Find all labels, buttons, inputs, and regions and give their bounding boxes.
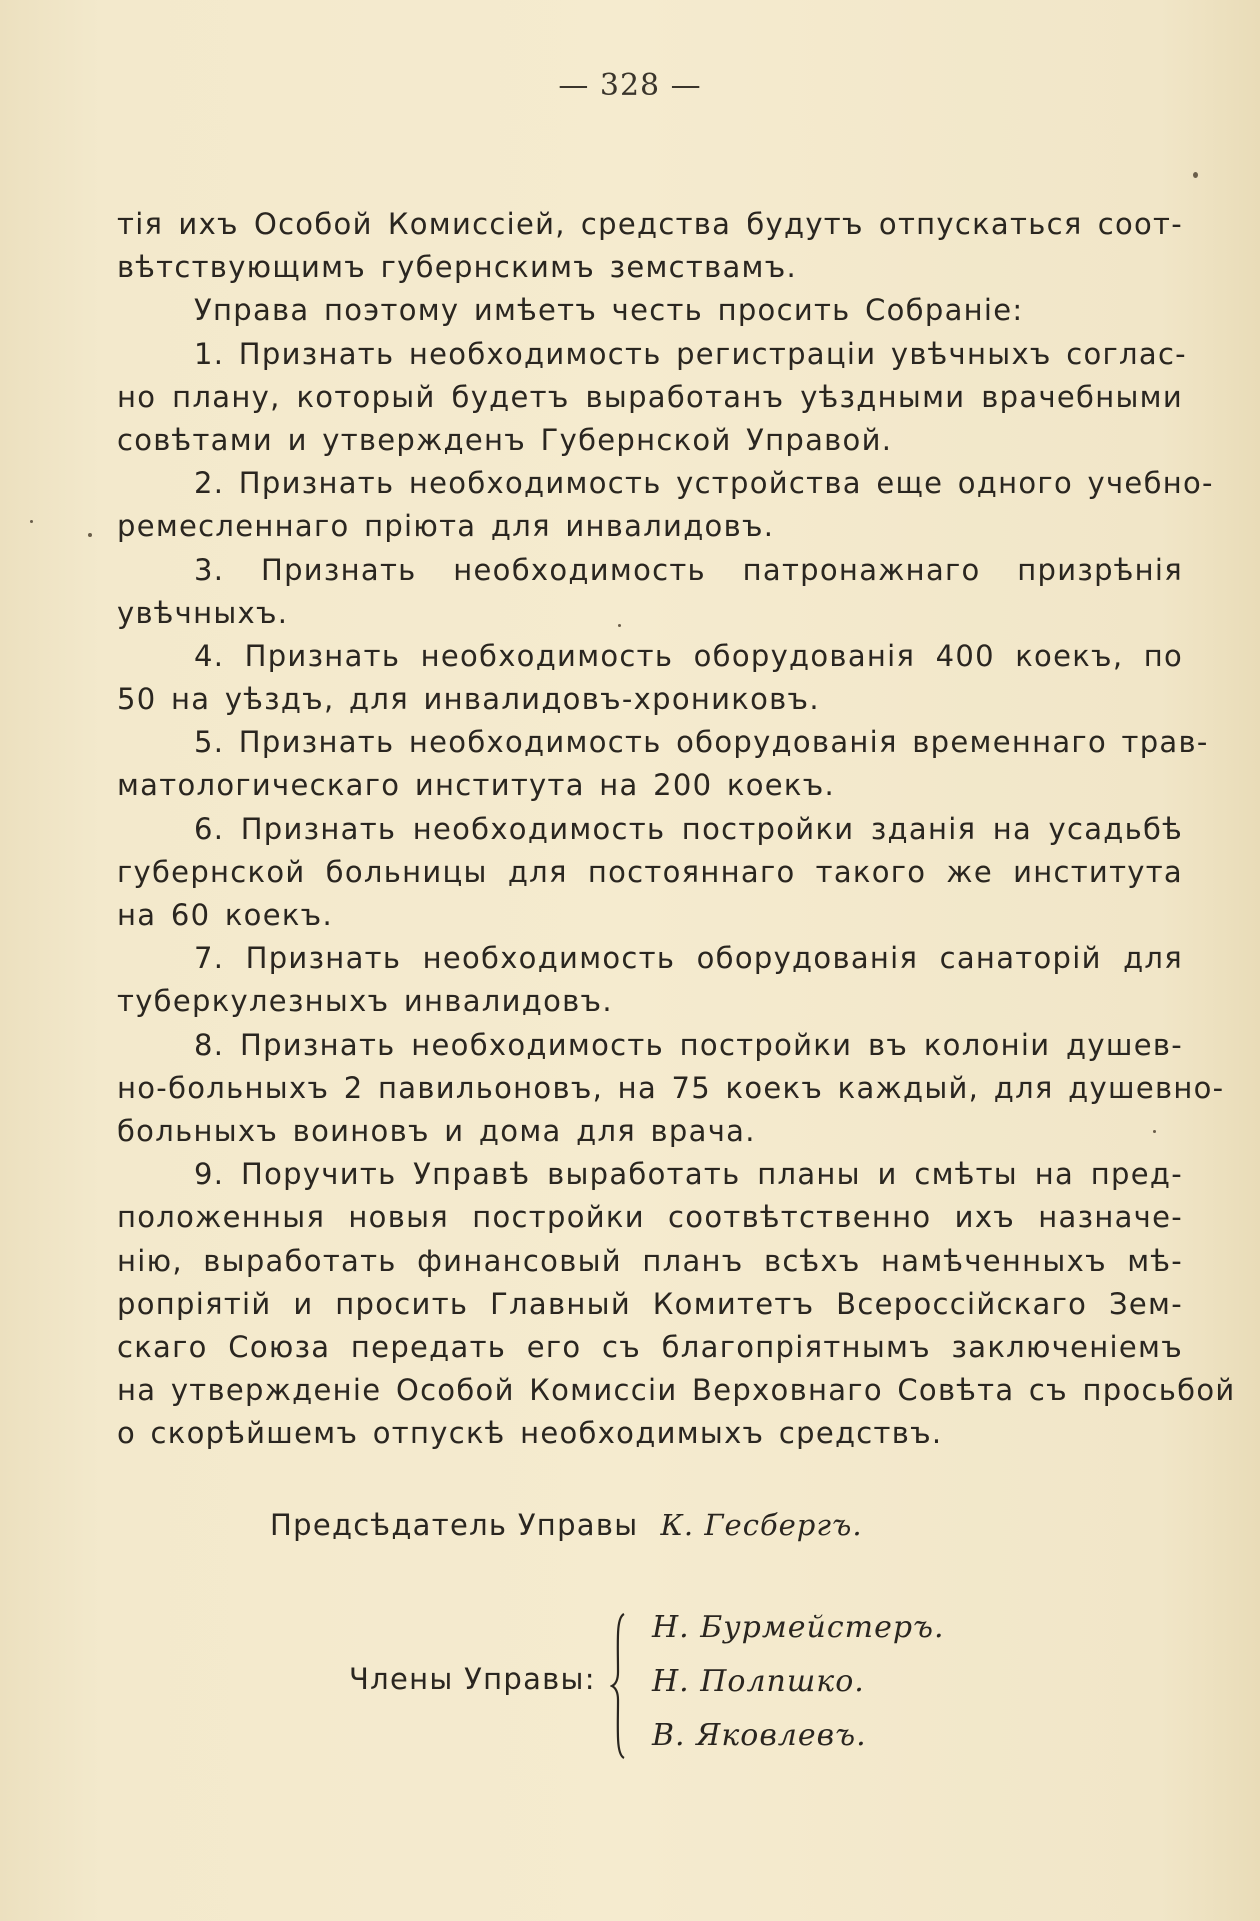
member-signature: Н. Бурмейстеръ. xyxy=(652,1610,945,1645)
text-line: совѣтами и утвержденъ Губернской Управой. xyxy=(117,422,893,457)
text-line: Управа поэтому имѣетъ честь просить Собраніе: xyxy=(194,293,1024,328)
paper-speck xyxy=(1193,172,1198,178)
members-label: Члены Управы: xyxy=(349,1662,596,1696)
text-line: 8. Признать необходимость постройки въ колоніи душев- xyxy=(194,1027,1183,1062)
text-line: 5. Признать необходимость оборудованія временнаго трав- xyxy=(194,725,1209,760)
page-number: — 328 — xyxy=(558,68,702,103)
text-line: о скорѣйшемъ отпускѣ необходимыхъ средствъ. xyxy=(117,1416,943,1451)
text-line: вѣтствующимъ губернскимъ земствамъ. xyxy=(117,250,798,285)
text-line: на 60 коекъ. xyxy=(117,898,333,932)
paper-speck xyxy=(30,520,33,523)
paper-speck xyxy=(618,624,621,627)
text-line: туберкулезныхъ инвалидовъ. xyxy=(117,984,613,1019)
text-line: 9. Поручить Управѣ выработать планы и смѣты на пред- xyxy=(194,1157,1183,1192)
text-line: 4. Признать необходимость оборудованія 400 коекъ, по xyxy=(194,638,1183,673)
members-signatures xyxy=(652,1610,945,1772)
text-line: нію, выработать финансовый планъ всѣхъ намѣченныхъ мѣ- xyxy=(117,1243,1183,1278)
text-line: скаго Союза передать его съ благопріятнымъ заключеніемъ xyxy=(117,1329,1183,1364)
text-line: но-больныхъ 2 павильоновъ, на 75 коекъ каждый, для душевно- xyxy=(117,1070,1225,1105)
text-line: но плану, который будетъ выработанъ уѣздными врачебными xyxy=(117,379,1183,414)
text-line: 3. Признать необходимость патронажнаго призрѣнія xyxy=(194,552,1183,587)
text-line: 7. Признать необходимость оборудованія санаторій для xyxy=(194,941,1183,976)
text-line: ропріятій и просить Главный Комитетъ Всероссійскаго Зем- xyxy=(117,1286,1183,1321)
member-signature: Н. Полпшко. xyxy=(652,1664,865,1699)
text-line: ремесленнаго пріюта для инвалидовъ. xyxy=(117,509,775,544)
text-line: увѣчныхъ. xyxy=(117,595,289,630)
chairman-label: Предсѣдатель Управы xyxy=(270,1508,639,1542)
chairman-line xyxy=(270,1508,863,1542)
paper-speck xyxy=(88,533,92,537)
paper-speck xyxy=(1153,1130,1156,1133)
text-line: 6. Признать необходимость постройки зданія на усадьбѣ xyxy=(194,811,1183,846)
resolution-text xyxy=(117,203,1236,1455)
text-line: 1. Признать необходимость регистраціи увѣчныхъ соглас- xyxy=(194,336,1187,371)
text-line: на утвержденіе Особой Комиссіи Верховнаго Совѣта съ просьбой xyxy=(117,1373,1236,1408)
curly-brace-icon xyxy=(610,1612,630,1760)
text-line: 50 на уѣздъ, для инвалидовъ-хрониковъ. xyxy=(117,682,820,717)
member-signature: В. Яковлевъ. xyxy=(652,1718,867,1753)
text-line: тія ихъ Особой Комиссіей, средства будутъ отпускаться соот- xyxy=(117,207,1183,241)
text-line: больныхъ воиновъ и дома для врача. xyxy=(117,1113,756,1148)
text-line: положенныя новыя постройки соотвѣтственно ихъ назначе- xyxy=(117,1200,1183,1235)
text-line: матологическаго института на 200 коекъ. xyxy=(117,768,836,803)
text-line: 2. Признать необходимость устройства еще одного учебно- xyxy=(194,466,1214,501)
text-line: губернской больницы для постояннаго такого же института xyxy=(117,854,1183,889)
chairman-signature: К. Гесбергъ. xyxy=(660,1508,863,1542)
